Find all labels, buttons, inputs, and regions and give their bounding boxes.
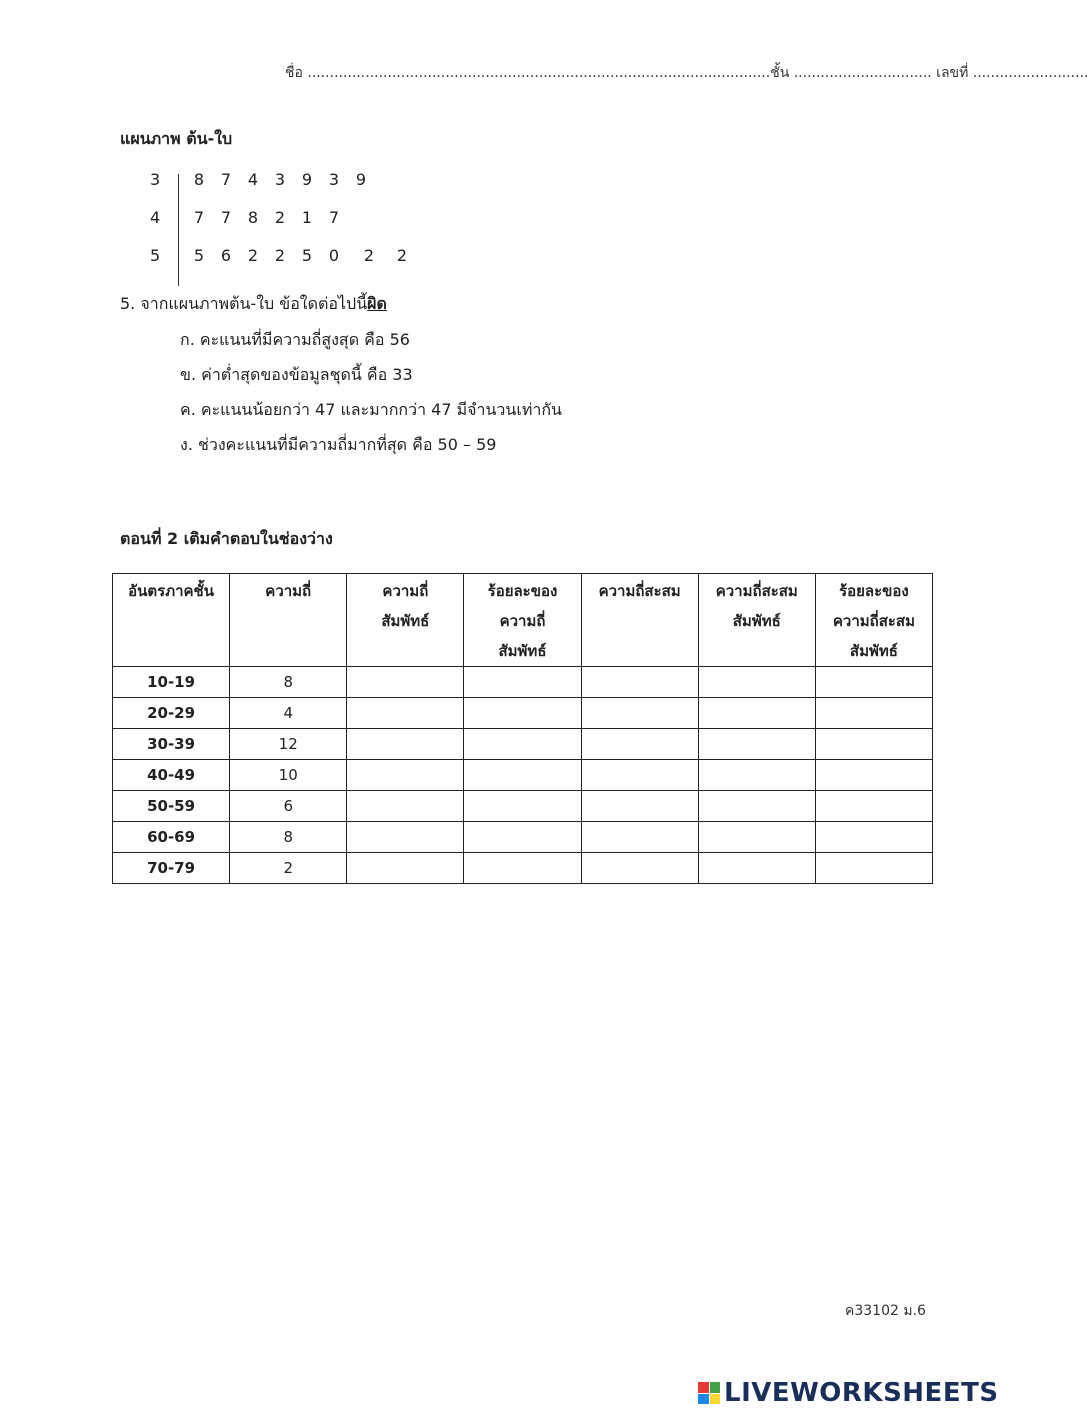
relative-percent-cell[interactable]: [464, 729, 581, 760]
frequency-cell: 4: [230, 698, 347, 729]
stem-leaf-plot: [140, 170, 440, 290]
question-emphasis: ผิด: [367, 294, 387, 313]
choice-a[interactable]: ก. คะแนนที่มีความถี่สูงสุด คือ 56: [180, 330, 410, 349]
cumulative-percent-cell[interactable]: [815, 667, 932, 698]
cumulative-relative-cell[interactable]: [698, 729, 815, 760]
relative-frequency-cell[interactable]: [347, 853, 464, 884]
table-row: [113, 729, 933, 760]
class-blank[interactable]: ...............................: [793, 65, 932, 81]
frequency-table: [112, 573, 933, 884]
number-label: เลขที่: [936, 65, 969, 81]
stem-value: 3: [150, 170, 161, 189]
leaf-value: 4: [247, 170, 259, 189]
header-class-interval: อันตรภาคชั้น: [113, 574, 230, 667]
question-text: 5. จากแผนภาพต้น-ใบ ข้อใดต่อไปนี้: [120, 294, 368, 313]
header-cumulative-relative-frequency: ความถี่สะสม สัมพัทธ์: [698, 574, 815, 667]
relative-percent-cell[interactable]: [464, 760, 581, 791]
header-cumulative-frequency: ความถี่สะสม: [581, 574, 698, 667]
frequency-cell: 8: [230, 667, 347, 698]
leaf-value: 7: [193, 208, 205, 227]
class-interval-cell: 60-69: [113, 822, 230, 853]
leaf-value: 3: [328, 170, 340, 189]
cumulative-frequency-cell[interactable]: [581, 667, 698, 698]
brand-name: LIVEWORKSHEETS: [724, 1378, 999, 1408]
part2-title: ตอนที่ 2 เติมคำตอบในช่องว่าง: [120, 529, 333, 548]
frequency-cell: 2: [230, 853, 347, 884]
table-row: [113, 791, 933, 822]
stem-leaf-divider: [178, 174, 179, 286]
table-row: [113, 822, 933, 853]
liveworksheets-logo[interactable]: [698, 1378, 999, 1408]
class-label: ชั้น: [770, 65, 790, 81]
leaf-value: 5: [193, 246, 205, 265]
relative-frequency-cell[interactable]: [347, 760, 464, 791]
frequency-cell: 6: [230, 791, 347, 822]
cumulative-percent-cell[interactable]: [815, 760, 932, 791]
table-row: [113, 760, 933, 791]
cumulative-percent-cell[interactable]: [815, 729, 932, 760]
relative-percent-cell[interactable]: [464, 667, 581, 698]
header-cumulative-relative-percent: ร้อยละของ ความถี่สะสม สัมพัทธ์: [815, 574, 932, 667]
class-interval-cell: 30-39: [113, 729, 230, 760]
stem-value: 4: [150, 208, 161, 227]
class-interval-cell: 20-29: [113, 698, 230, 729]
class-interval-cell: 10-19: [113, 667, 230, 698]
cumulative-percent-cell[interactable]: [815, 698, 932, 729]
table-header-row: [113, 574, 933, 667]
leaf-value: 5: [301, 246, 313, 265]
question-5: [120, 292, 387, 317]
cumulative-frequency-cell[interactable]: [581, 729, 698, 760]
leaf-value: 9: [355, 170, 367, 189]
cumulative-frequency-cell[interactable]: [581, 760, 698, 791]
leaf-value: 3: [274, 170, 286, 189]
table-row: [113, 698, 933, 729]
course-code: ค33102 ม.6: [845, 1303, 926, 1319]
table-row: [113, 667, 933, 698]
liveworksheets-icon: [698, 1382, 720, 1404]
leaf-value: 8: [247, 208, 259, 227]
number-blank[interactable]: ..........................: [972, 65, 1089, 81]
relative-frequency-cell[interactable]: [347, 791, 464, 822]
leaf-value: 2: [247, 246, 259, 265]
choice-c[interactable]: ค. คะแนนน้อยกว่า 47 และมากกว่า 47 มีจำนวนเท่ากัน: [180, 400, 562, 419]
frequency-cell: 12: [230, 729, 347, 760]
cumulative-relative-cell[interactable]: [698, 667, 815, 698]
relative-percent-cell[interactable]: [464, 822, 581, 853]
cumulative-percent-cell[interactable]: [815, 853, 932, 884]
relative-percent-cell[interactable]: [464, 698, 581, 729]
relative-frequency-cell[interactable]: [347, 729, 464, 760]
relative-frequency-cell[interactable]: [347, 667, 464, 698]
cumulative-frequency-cell[interactable]: [581, 791, 698, 822]
cumulative-percent-cell[interactable]: [815, 791, 932, 822]
cumulative-relative-cell[interactable]: [698, 760, 815, 791]
class-interval-cell: 70-79: [113, 853, 230, 884]
leaf-value: 2: [274, 208, 286, 227]
cumulative-frequency-cell[interactable]: [581, 698, 698, 729]
relative-frequency-cell[interactable]: [347, 822, 464, 853]
leaf-value: 0: [328, 246, 340, 265]
cumulative-relative-cell[interactable]: [698, 822, 815, 853]
cumulative-percent-cell[interactable]: [815, 822, 932, 853]
leaf-value: 9: [301, 170, 313, 189]
leaf-value: 7: [328, 208, 340, 227]
header-frequency: ความถี่: [230, 574, 347, 667]
stem-leaf-title: แผนภาพ ต้น-ใบ: [120, 129, 233, 148]
relative-percent-cell[interactable]: [464, 853, 581, 884]
choice-d[interactable]: ง. ช่วงคะแนนที่มีความถี่มากที่สุด คือ 50 – 59: [180, 435, 497, 454]
student-info-line: [285, 62, 1089, 84]
leaf-value: 2: [363, 246, 375, 265]
leaf-value: 2: [396, 246, 408, 265]
frequency-cell: 10: [230, 760, 347, 791]
stem-value: 5: [150, 246, 161, 265]
header-relative-frequency: ความถี่ สัมพัทธ์: [347, 574, 464, 667]
leaf-value: 7: [220, 170, 232, 189]
relative-frequency-cell[interactable]: [347, 698, 464, 729]
choice-b[interactable]: ข. ค่าต่ำสุดของข้อมูลชุดนี้ คือ 33: [180, 365, 413, 384]
cumulative-frequency-cell[interactable]: [581, 822, 698, 853]
class-interval-cell: 40-49: [113, 760, 230, 791]
cumulative-relative-cell[interactable]: [698, 698, 815, 729]
leaf-value: 6: [220, 246, 232, 265]
cumulative-relative-cell[interactable]: [698, 791, 815, 822]
leaf-value: 2: [274, 246, 286, 265]
frequency-cell: 8: [230, 822, 347, 853]
cumulative-frequency-cell[interactable]: [581, 853, 698, 884]
class-interval-cell: 50-59: [113, 791, 230, 822]
leaf-value: 7: [220, 208, 232, 227]
leaf-value: 8: [193, 170, 205, 189]
name-blank[interactable]: ........................................................................................................: [307, 65, 771, 81]
header-relative-frequency-percent: ร้อยละของ ความถี่ สัมพัทธ์: [464, 574, 581, 667]
name-label: ชื่อ: [285, 65, 303, 81]
leaf-value: 1: [301, 208, 313, 227]
cumulative-relative-cell[interactable]: [698, 853, 815, 884]
table-row: [113, 853, 933, 884]
relative-percent-cell[interactable]: [464, 791, 581, 822]
